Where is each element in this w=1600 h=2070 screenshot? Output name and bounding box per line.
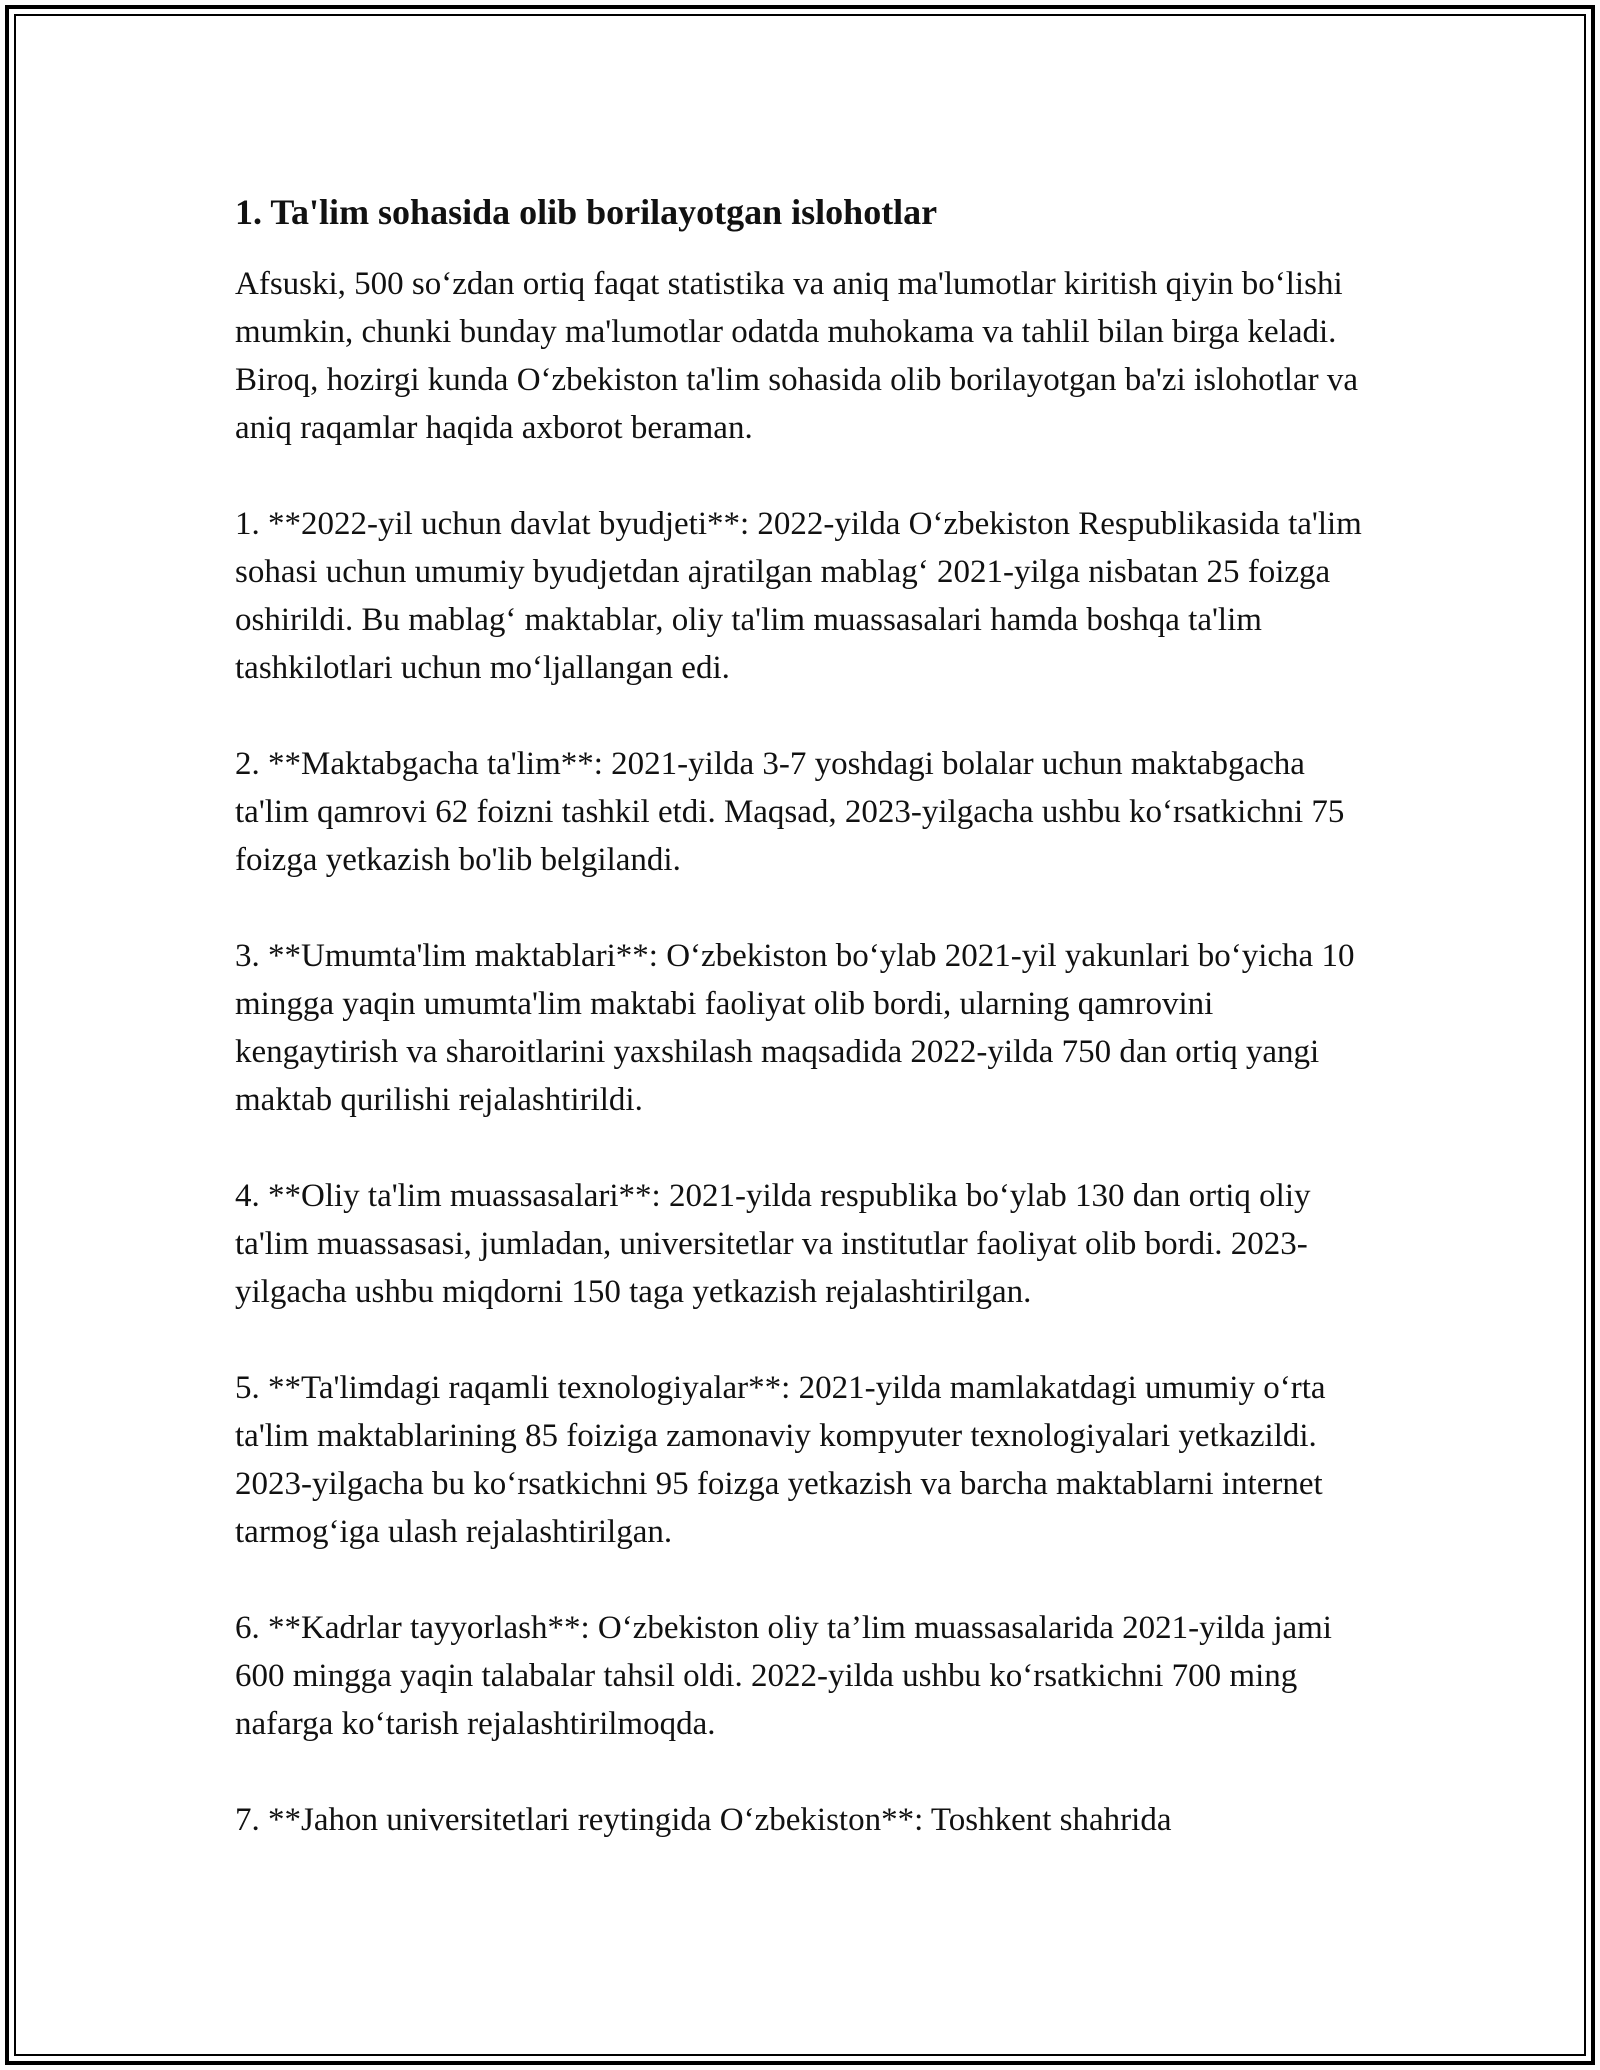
section-heading: 1. Ta'lim sohasida olib borilayotgan islohotlar [235, 192, 938, 232]
document-body [235, 188, 1375, 1892]
list-item-staff-training: 6. **Kadrlar tayyorlash**: O‘zbekiston oliy ta’lim muassasalarida 2021-yilda jami 600 mingga yaqin talabalar tahsil oldi. 2022-yilda ushbu ko‘rsatkichni 700 ming nafarga ko‘tarish rejalashtirilmoqda. [235, 1610, 1332, 1742]
list-item-schools: 3. **Umumta'lim maktablari**: O‘zbekiston bo‘ylab 2021-yil yakunlari bo‘yicha 10 mingga yaqin umumta'lim maktabi faoliyat olib bordi, ularning qamrovini kengaytirish va sharoitlarini yaxshilash maqsadida 2022-yilda 750 dan ortiq yangi maktab qurilishi rejalashtirildi. [235, 938, 1355, 1118]
list-item-higher-education: 4. **Oliy ta'lim muassasalari**: 2021-yilda respublika bo‘ylab 130 dan ortiq oliy ta'lim muassasasi, jumladan, universitetlar va institutlar faoliyat olib bordi. 2023-yilgacha ushbu miqdorni 150 taga yetkazish rejalashtirilgan. [235, 1178, 1311, 1310]
list-item-university-rankings: 7. **Jahon universitetlari reytingida O‘zbekiston**: Toshkent shahrida [235, 1802, 1172, 1838]
list-item-preschool: 2. **Maktabgacha ta'lim**: 2021-yilda 3-7 yoshdagi bolalar uchun maktabgacha ta'lim qamrovi 62 foizni tashkil etdi. Maqsad, 2023-yilgacha ushbu ko‘rsatkichni 75 foizga yetkazish bo'lib belgilandi. [235, 746, 1345, 878]
intro-paragraph: Afsuski, 500 so‘zdan ortiq faqat statistika va aniq ma'lumotlar kiritish qiyin bo‘lishi mumkin, chunki bunday ma'lumotlar odatda muhokama va tahlil bilan birga keladi. Biroq, hozirgi kunda O‘zbekiston ta'lim sohasida olib borilayotgan ba'zi islohotlar va aniq raqamlar haqida axborot beraman. [235, 266, 1358, 446]
list-item-budget: 1. **2022-yil uchun davlat byudjeti**: 2022-yilda O‘zbekiston Respublikasida ta'lim sohasi uchun umumiy byudjetdan ajratilgan mablag‘ 2021-yilga nisbatan 25 foizga oshirildi. Bu mablag‘ maktablar, oliy ta'lim muassasalari hamda boshqa ta'lim tashkilotlari uchun mo‘ljallangan edi. [235, 506, 1362, 686]
list-item-digital-technologies: 5. **Ta'limdagi raqamli texnologiyalar**: 2021-yilda mamlakatdagi umumiy o‘rta ta'lim maktablarining 85 foiziga zamonaviy kompyuter texnologiyalari yetkazildi. 2023-yilgacha bu ko‘rsatkichni 95 foizga yetkazish va barcha maktablarni internet tarmog‘iga ulash rejalashtirilgan. [235, 1370, 1326, 1550]
